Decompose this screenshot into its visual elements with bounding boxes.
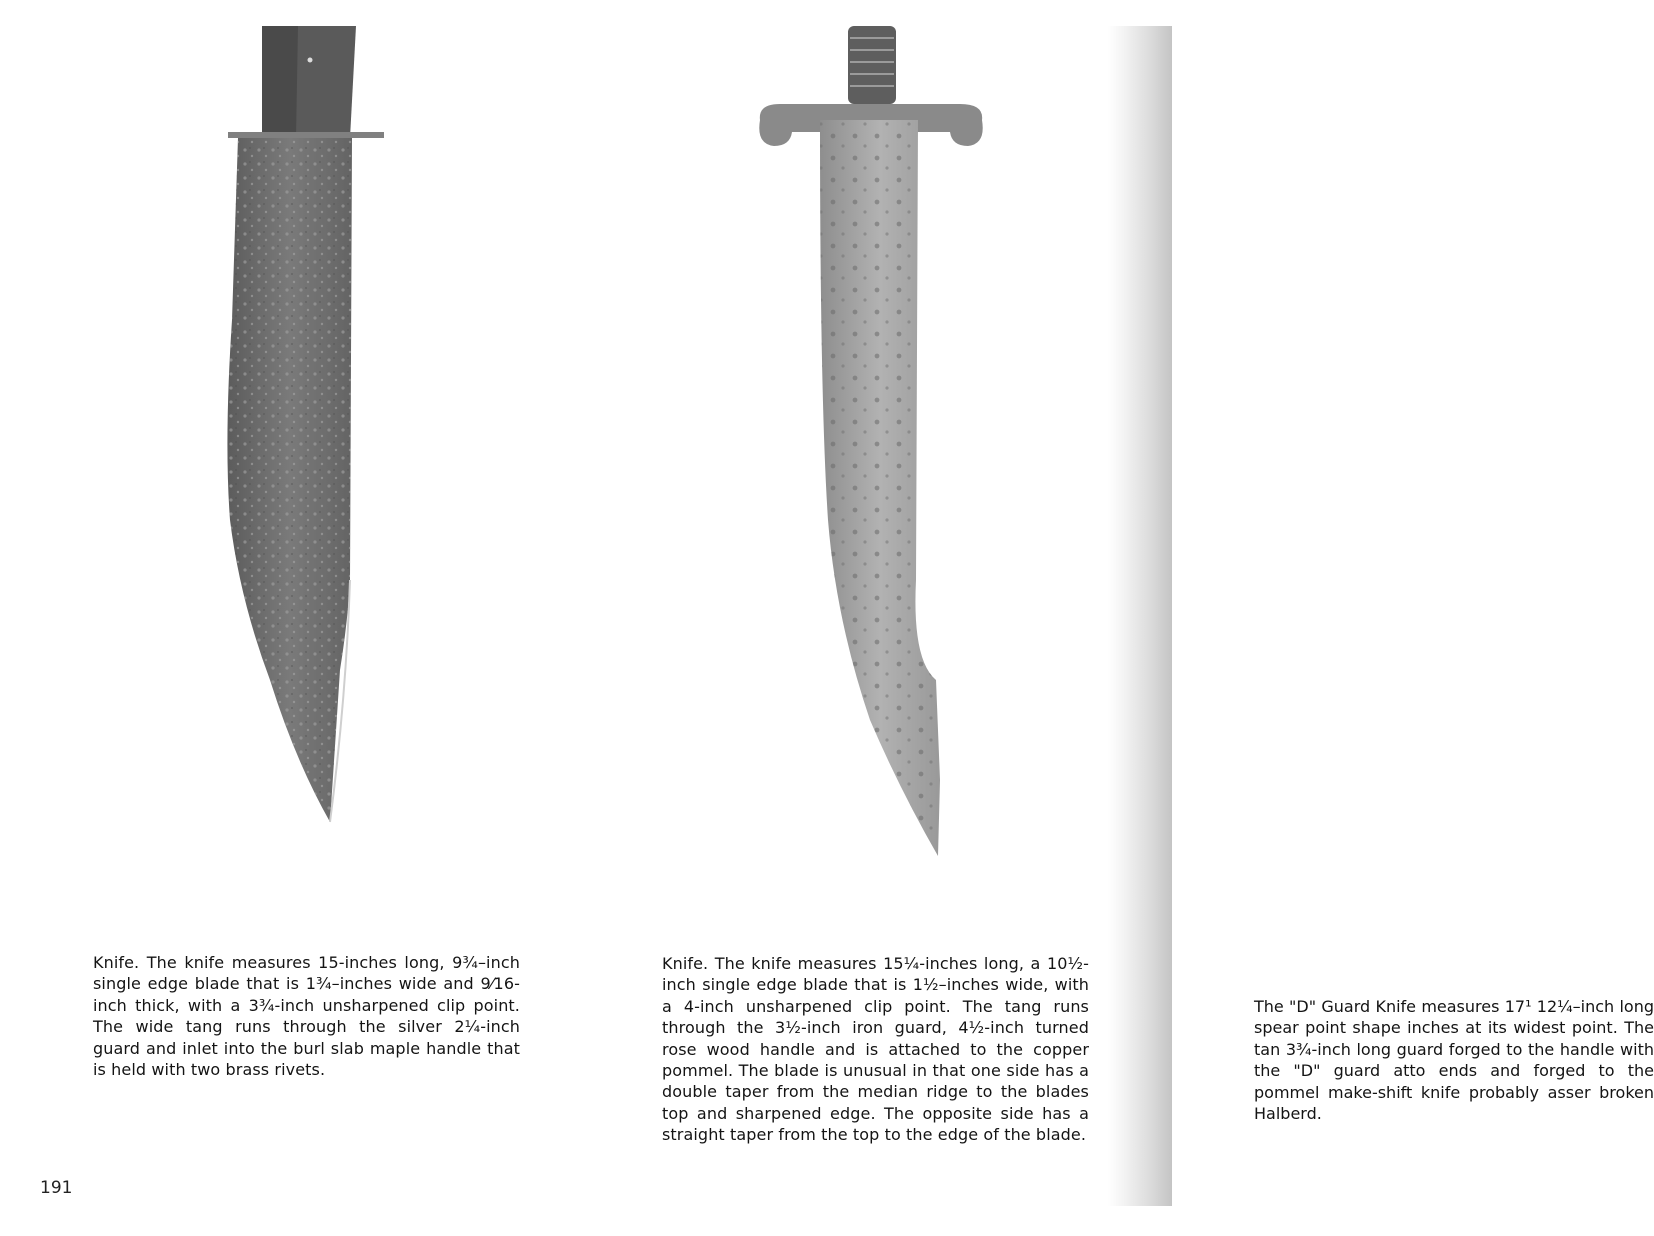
caption-middle-knife: Knife. The knife measures 15¼-inches long, a 10½-inch single edge blade that is 1½–inches wide, with a 4-inch unsharpened clip point. The tang runs through the 3½-inch iron guard, 4½-inch turned rose wood handle and is attached to the copper pommel. The blade is unusual in that one side has a double taper from the median ridge to the blades top and sharpened edge. The opposite side has a straight taper from the top to the edge of the blade.: [662, 954, 1089, 1145]
left-knife-rivet: [308, 58, 313, 63]
left-knife-guard: [228, 132, 384, 138]
caption-d-guard-knife: The "D" Guard Knife measures 17¹ 12¼–inch long spear point shape inches at its widest point. The tan 3¾-inch long guard forged to the handle with the "D" guard atto ends and forged to the pommel make-shift knife probably asser broken Halberd.: [1254, 997, 1654, 1124]
knife-photo-left: [200, 20, 420, 840]
knife-photo-middle: [740, 20, 1000, 870]
caption-left-knife: Knife. The knife measures 15-inches long, 9¾–inch single edge blade that is 1¾–inches wide and 9⁄16-inch thick, with a 3¾-inch unsharpened clip point. The wide tang runs through the silver 2¼-inch guard and inlet into the burl slab maple handle that is held with two brass rivets.: [93, 953, 520, 1080]
caption-right-clip: [1254, 996, 1654, 1176]
book-gutter-shadow: [1108, 26, 1172, 1206]
page-number: 191: [40, 1178, 73, 1198]
